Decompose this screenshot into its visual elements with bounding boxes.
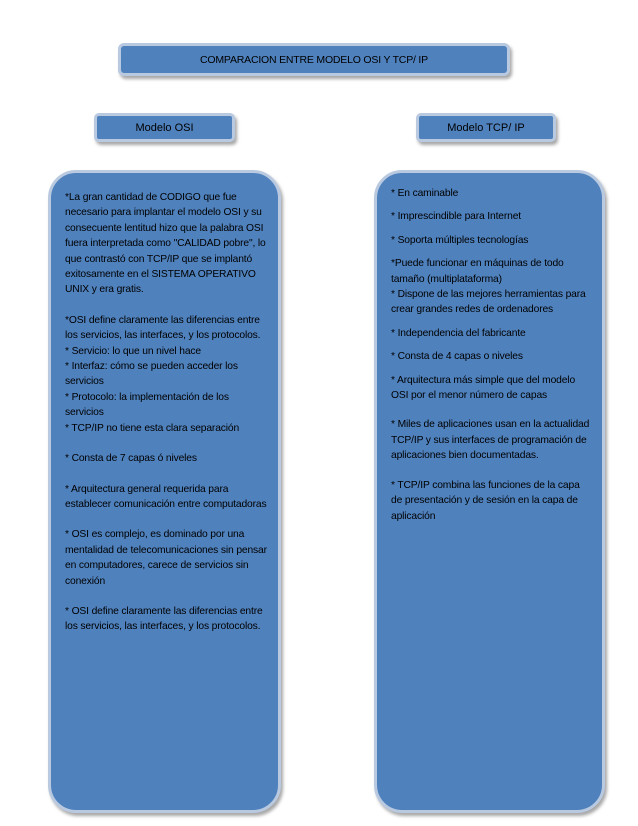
tcpip-paragraph: * TCP/IP combina las funciones de la capa de presentación y de sesión en la capa de aplicación: [391, 479, 580, 522]
tcpip-paragraph: * Consta de 4 capas o niveles: [391, 351, 523, 363]
osi-paragraph: * Arquitectura general requerida para establecer comunicación entre computadoras: [65, 483, 267, 510]
title-box: [118, 43, 510, 76]
tcpip-paragraph: * Miles de aplicaciones usan en la actualidad TCP/IP y sus interfaces de programación de aplicaciones bien documentadas.: [391, 419, 590, 462]
tcpip-paragraph: * Independencia del fabricante: [391, 327, 526, 339]
osi-panel: [48, 170, 281, 813]
tcpip-paragraph: *Puede funcionar en máquinas de todo tamaño (multiplataforma) * Dispone de las mejores herramientas para crear grandes redes de ordenadores: [391, 258, 586, 316]
osi-label-box: [94, 113, 235, 142]
tcpip-paragraph: * Imprescindible para Internet: [391, 211, 522, 223]
osi-paragraph: *OSI define claramente las diferencias entre los servicios, las interfaces, y los protocolos. * Servicio: lo que un nivel hace * Interfaz: cómo se pueden acceder los servicios * Protocolo: la implementación de los servicios * TCP/IP no tiene esta clara separación: [65, 314, 261, 434]
tcpip-label: Modelo TCP/ IP: [447, 121, 525, 134]
tcpip-paragraph: * Arquitectura más simple que del modelo OSI por el menor número de capas: [391, 374, 576, 402]
osi-paragraph: * OSI define claramente las diferencias entre los servicios, las interfaces, y los protocolos.: [65, 605, 263, 633]
osi-paragraph: * Consta de 7 capas ó niveles: [65, 453, 197, 465]
osi-label: Modelo OSI: [135, 121, 194, 134]
tcpip-label-box: [416, 113, 556, 142]
tcpip-paragraph: * En caminable: [391, 188, 459, 199]
tcpip-paragraph: * Soporta múltiples tecnologías: [391, 234, 529, 246]
osi-paragraph: *La gran cantidad de CODIGO que fue necesario para implantar el modelo OSI y su consecuente lentitud hizo que la palabra OSI fuera interpretada como "CALIDAD pobre", lo que contrastó con TCP/IP que se implantó exitosamente en el SISTEMA OPERATIVO UNIX y era gratis.: [65, 192, 266, 296]
osi-paragraph: * OSI es complejo, es dominado por una mentalidad de telecomunicaciones sin pensar en computadores, carece de servicios sin conexión: [65, 529, 267, 587]
page-title: COMPARACION ENTRE MODELO OSI Y TCP/ IP: [200, 53, 428, 66]
tcpip-panel: [374, 170, 605, 813]
